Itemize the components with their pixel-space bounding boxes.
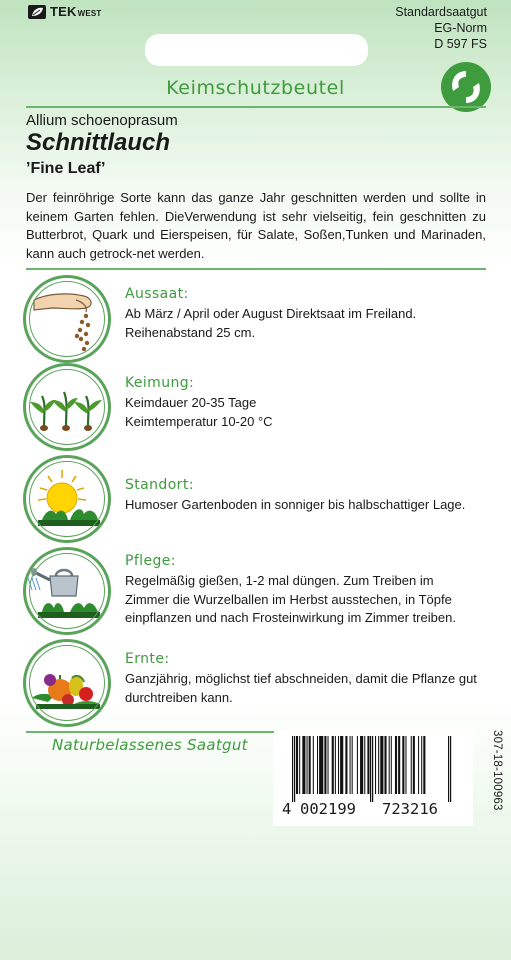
barcode-bar xyxy=(309,736,311,794)
barcode-bar xyxy=(423,736,425,794)
section-icon-ring xyxy=(23,547,111,635)
barcode-bar xyxy=(398,736,400,794)
barcode-bar xyxy=(413,736,415,794)
barcode-bar xyxy=(350,736,351,794)
section-text-line: Keimtemperatur 10-20 °C xyxy=(125,413,273,429)
barcode-group-right: 723216 xyxy=(382,800,438,818)
brand-suffix: WEST xyxy=(77,9,102,18)
barcode-bar xyxy=(389,736,390,794)
section-title: Pflege: xyxy=(125,553,176,569)
barcode-guard-bar xyxy=(372,736,373,802)
watering-can-icon xyxy=(26,550,108,632)
harvest-vegetables-icon xyxy=(26,642,108,724)
latin-name: Allium schoenoprasum xyxy=(26,112,178,129)
barcode-bar xyxy=(345,736,347,794)
section-icon-ring xyxy=(23,455,111,543)
leaf-logo-icon xyxy=(28,5,46,19)
footer-tagline: Naturbelassenes Saatgut xyxy=(52,736,248,754)
article-code: 307-18-100963 xyxy=(491,730,503,811)
barcode-digit-first: 4 xyxy=(282,800,292,818)
barcode-guard-bar xyxy=(294,736,295,802)
standard-line: D 597 FS xyxy=(434,37,487,51)
section-icon-ring xyxy=(23,275,111,363)
barcode-bar xyxy=(302,736,305,794)
barcode-bar xyxy=(338,736,339,794)
product-description: Der feinröhrige Sorte kann das ganze Jahr geschnitten werden und sollte in keinem Garten fehlen. DieVerwendung ist sehr vielseitig, fein geschnitten zu Butterbrot, Quark und Eierspeisen, für Salate, Soßen,Tunken und Marinaden, kann auch getrock-net werden. xyxy=(26,190,486,261)
product-name: Schnittlauch xyxy=(26,129,171,156)
barcode-guard-bar xyxy=(450,736,451,802)
sowing-hand-icon xyxy=(26,278,108,360)
section-text-line: Keimdauer 20-35 Tage xyxy=(125,395,257,410)
category-title: Keimschutzbeutel xyxy=(166,77,345,99)
brand-logo xyxy=(28,4,102,19)
section-text xyxy=(125,394,480,431)
description-divider xyxy=(26,268,486,270)
barcode-bar xyxy=(299,736,300,794)
variety-name: ’Fine Leaf’ xyxy=(26,160,106,177)
blank-label-area xyxy=(145,34,368,66)
barcode-bar xyxy=(378,736,379,794)
section-text: Ab März / April oder August Direktsaat im Freiland. Reihenabstand 25 cm. xyxy=(125,306,417,340)
section-title: Keimung: xyxy=(125,375,195,391)
section-title: Aussaat: xyxy=(125,286,189,302)
sun-plants-icon xyxy=(26,458,108,540)
seed-standard-info xyxy=(395,4,487,52)
barcode-icon xyxy=(282,736,462,802)
section-title: Standort: xyxy=(125,477,194,493)
barcode-bar xyxy=(405,736,406,794)
barcode-guard-bar xyxy=(292,736,293,802)
barcode-bar xyxy=(367,736,369,794)
section-icon-ring xyxy=(23,363,111,451)
barcode-bar xyxy=(402,736,404,794)
barcode-bar xyxy=(360,736,363,794)
barcode-bar xyxy=(319,736,323,794)
barcode-bar xyxy=(384,736,386,794)
section-text: Humoser Gartenboden in sonniger bis halbschattiger Lage. xyxy=(125,497,466,512)
footer-divider xyxy=(26,731,274,733)
barcode-bar xyxy=(335,736,336,794)
barcode-bar xyxy=(421,736,422,794)
barcode-bar xyxy=(328,736,329,794)
barcode-guard-bar xyxy=(370,736,371,802)
barcode-guard-bar xyxy=(448,736,449,802)
barcode-bar xyxy=(364,736,365,794)
barcode-bar xyxy=(324,736,326,794)
barcode-bar xyxy=(395,736,397,794)
barcode-bar xyxy=(352,736,353,794)
barcode-bar xyxy=(296,736,298,794)
barcode-bar xyxy=(375,736,376,794)
barcode-bar xyxy=(332,736,334,794)
standard-line: Standardsaatgut xyxy=(395,5,487,19)
section-text: Ganzjährig, möglichst tief abschneiden, damit die Pflanze gut durchtreiben kann. xyxy=(125,671,477,705)
barcode-bar xyxy=(317,736,318,794)
barcode-bar xyxy=(307,736,308,794)
brand-name: TEK xyxy=(50,4,77,19)
seedlings-icon xyxy=(26,366,108,448)
barcode-group-left: 002199 xyxy=(300,800,356,818)
barcode-bar xyxy=(418,736,419,794)
barcode-bar xyxy=(411,736,412,794)
barcode-bar xyxy=(313,736,314,794)
header-divider xyxy=(26,106,486,108)
barcode-bar xyxy=(340,736,343,794)
standard-line: EG-Norm xyxy=(434,21,487,35)
barcode-bar xyxy=(391,736,392,794)
section-icon-ring xyxy=(23,639,111,727)
section-title: Ernte: xyxy=(125,651,170,667)
barcode-bar xyxy=(380,736,383,794)
barcode-bar xyxy=(357,736,358,794)
section-text: Regelmäßig gießen, 1-2 mal düngen. Zum Treiben im Zimmer die Wurzelballen im Herbst ausstechen, in Töpfe einpflanzen und nach Frosteinwirkung im Zimmer treiben. xyxy=(125,573,456,625)
